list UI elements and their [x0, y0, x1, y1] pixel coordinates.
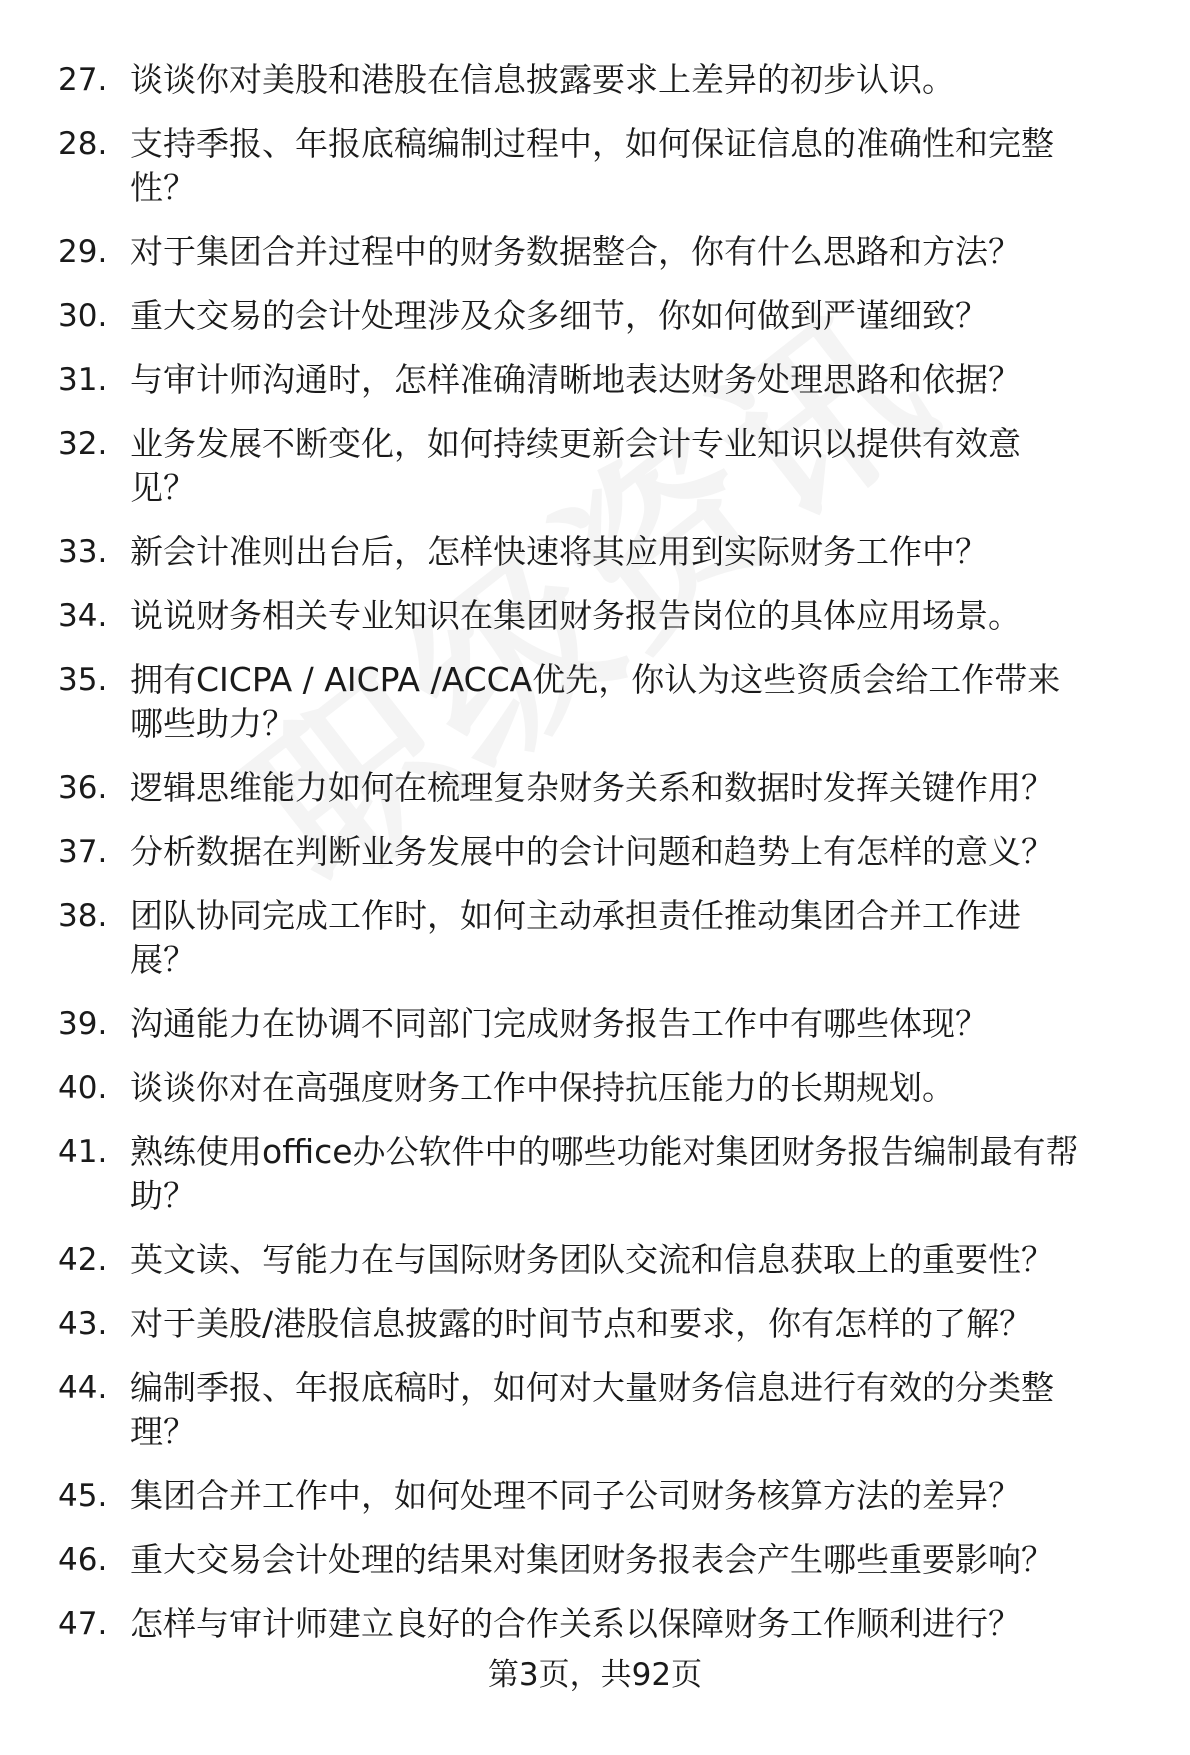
question-text: 谈谈你对在高强度财务工作中保持抗压能力的长期规划。: [130, 1068, 955, 1107]
question-item: [0, 358, 1190, 402]
question-number: 31.: [58, 362, 108, 398]
question-text: 重大交易的会计处理涉及众多细节，你如何做到严谨细致？: [130, 296, 988, 335]
question-number: 43.: [58, 1306, 108, 1342]
question-text: 编制季报、年报底稿时，如何对大量财务信息进行有效的分类整 理？: [130, 1368, 1054, 1451]
question-number: 47.: [58, 1606, 108, 1642]
question-item: [0, 1366, 1190, 1454]
question-item: [0, 1066, 1190, 1110]
question-item: [0, 1302, 1190, 1346]
question-number: 46.: [58, 1542, 108, 1578]
question-text: 谈谈你对美股和港股在信息披露要求上差异的初步认识。: [130, 60, 955, 99]
question-number: 38.: [58, 898, 108, 934]
question-text: 沟通能力在协调不同部门完成财务报告工作中有哪些体现？: [130, 1004, 988, 1043]
question-number: 36.: [58, 770, 108, 806]
question-text: 支持季报、年报底稿编制过程中，如何保证信息的准确性和完整 性？: [130, 124, 1054, 207]
question-text: 团队协同完成工作时，如何主动承担责任推动集团合并工作进 展？: [130, 896, 1021, 979]
page-footer: 第3页，共92页: [487, 1657, 703, 1693]
question-list: [0, 58, 1190, 1666]
question-item: [0, 766, 1190, 810]
question-item: [0, 1130, 1190, 1218]
question-number: 44.: [58, 1370, 108, 1406]
question-text: 业务发展不断变化，如何持续更新会计专业知识以提供有效意 见？: [130, 424, 1021, 507]
question-text: 重大交易会计处理的结果对集团财务报表会产生哪些重要影响？: [130, 1540, 1054, 1579]
question-item: [0, 1474, 1190, 1518]
question-text: 说说财务相关专业知识在集团财务报告岗位的具体应用场景。: [130, 596, 1021, 635]
question-number: 32.: [58, 426, 108, 462]
question-item: [0, 594, 1190, 638]
question-text: 熟练使用office办公软件中的哪些功能对集团财务报告编制最有帮 助？: [130, 1132, 1079, 1215]
question-item: [0, 122, 1190, 210]
question-item: [0, 658, 1190, 746]
question-number: 40.: [58, 1070, 108, 1106]
question-item: [0, 830, 1190, 874]
question-number: 39.: [58, 1006, 108, 1042]
question-number: 33.: [58, 534, 108, 570]
question-number: 42.: [58, 1242, 108, 1278]
question-number: 30.: [58, 298, 108, 334]
question-text: 怎样与审计师建立良好的合作关系以保障财务工作顺利进行？: [130, 1604, 1021, 1643]
question-item: [0, 230, 1190, 274]
question-text: 对于集团合并过程中的财务数据整合，你有什么思路和方法？: [130, 232, 1021, 271]
question-text: 拥有CICPA / AICPA /ACCA优先，你认为这些资质会给工作带来 哪些助力？: [130, 660, 1061, 743]
question-number: 28.: [58, 126, 108, 162]
question-item: [0, 294, 1190, 338]
question-text: 逻辑思维能力如何在梳理复杂财务关系和数据时发挥关键作用？: [130, 768, 1054, 807]
question-number: 45.: [58, 1478, 108, 1514]
question-item: [0, 1538, 1190, 1582]
question-number: 34.: [58, 598, 108, 634]
question-item: [0, 530, 1190, 574]
question-number: 41.: [58, 1134, 108, 1170]
question-item: [0, 1238, 1190, 1282]
question-item: [0, 1002, 1190, 1046]
question-item: [0, 422, 1190, 510]
question-item: [0, 58, 1190, 102]
question-number: 29.: [58, 234, 108, 270]
question-number: 27.: [58, 62, 108, 98]
question-item: [0, 1602, 1190, 1646]
question-number: 35.: [58, 662, 108, 698]
question-number: 37.: [58, 834, 108, 870]
question-item: [0, 894, 1190, 982]
question-text: 英文读、写能力在与国际财务团队交流和信息获取上的重要性？: [130, 1240, 1054, 1279]
question-text: 对于美股/港股信息披露的时间节点和要求，你有怎样的了解？: [130, 1304, 1033, 1343]
question-text: 与审计师沟通时，怎样准确清晰地表达财务处理思路和依据？: [130, 360, 1021, 399]
question-text: 新会计准则出台后，怎样快速将其应用到实际财务工作中？: [130, 532, 988, 571]
question-text: 分析数据在判断业务发展中的会计问题和趋势上有怎样的意义？: [130, 832, 1054, 871]
question-text: 集团合并工作中，如何处理不同子公司财务核算方法的差异？: [130, 1476, 1021, 1515]
